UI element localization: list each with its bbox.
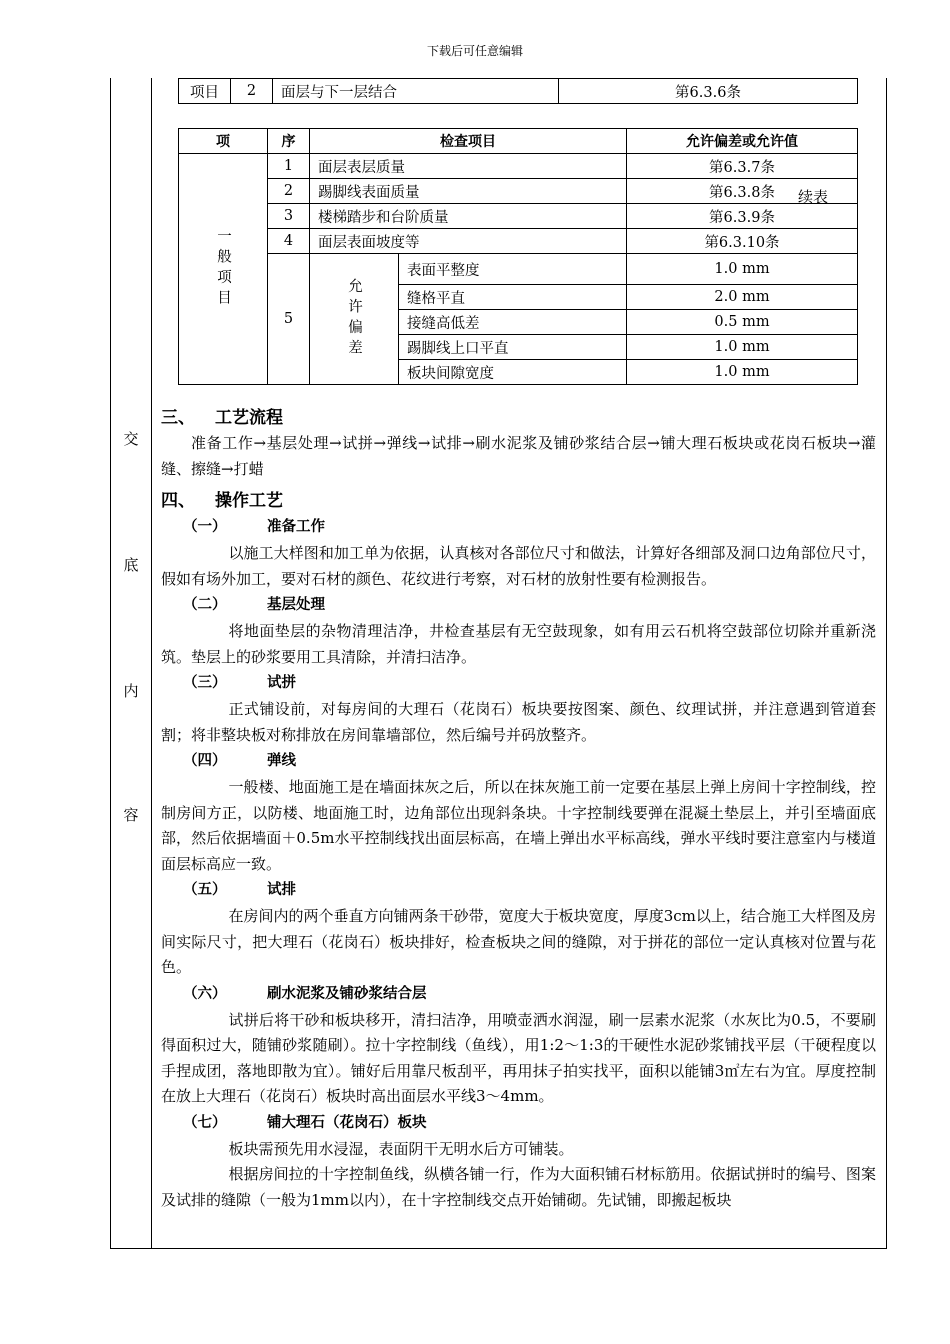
header-category: 项: [179, 129, 268, 154]
paragraph: 根据房间拉的十字控制鱼线，纵横各铺一行，作为大面积铺石材标筋用。依据试拼时的编号、图案及试排的缝隙（一般为1mm以内），在十字控制线交点开始铺砌。先试铺，即搬起板块: [161, 1165, 876, 1209]
section-title: 操作工艺: [215, 491, 283, 511]
cell-item: 楼梯踏步和台阶质量: [310, 204, 627, 229]
paragraph: 在房间内的两个垂直方向铺两条干砂带，宽度大于板块宽度，厚度3cm以上，结合施工大样图及房间实际尺寸，把大理石（花岗石）板块排好，检查板块之间的缝隙，对于拼花的部位一定认真核对位置与花色。: [161, 907, 876, 976]
subsection-title: 试拼: [267, 675, 296, 691]
subsection-heading: [161, 1110, 876, 1137]
cell-item: 面层表面坡度等: [310, 229, 627, 254]
cell-value: 2.0 mm: [627, 285, 858, 310]
continued-label: 续表: [797, 188, 828, 206]
cell-seq: 1: [268, 154, 310, 179]
document-frame: [110, 78, 887, 1249]
paragraph: 一般楼、地面施工是在墙面抹灰之后，所以在抹灰施工前一定要在基层上弹上房间十字控制线，控制房间方正，以防楼、地面施工时，边角部位出现斜条块。十字控制线要弹在混凝土垫层上，并引至墙面底部，然后依据墙面＋0.5m水平控制线找出面层标高，在墙上弹出水平标高线，弹水平线时要注意室内与楼道面层标高应一致。: [161, 778, 876, 873]
subsection-number: （五）: [183, 882, 227, 898]
group-label: 一般项目: [215, 228, 231, 310]
cell-seq: 3: [268, 204, 310, 229]
section-heading: [161, 405, 876, 431]
section-heading: [161, 488, 876, 514]
content-body: [161, 405, 876, 1213]
cell-item: 面层表层质量: [310, 154, 627, 179]
subsection-heading: [161, 981, 876, 1008]
side-label-char: 底: [123, 556, 139, 574]
paragraph: 以施工大样图和加工单为依据，认真核对各部位尺寸和做法，计算好各细部及洞口边角部位尺寸，假如有场外加工，要对石材的颜色、花纹进行考察，对石材的放射性要有检测报告。: [161, 544, 876, 588]
header-seq: 序: [268, 129, 310, 154]
subsection-heading: [161, 514, 876, 541]
paragraph: 正式铺设前，对每房间的大理石（花岗石）板块要按图案、颜色、纹理试拼，并注意遇到管道套割；将非整块板对称排放在房间靠墙部位，然后编号并码放整齐。: [161, 700, 876, 744]
section-number: 三、: [161, 408, 195, 428]
header-item: 检查项目: [310, 129, 627, 154]
subsection-number: （二）: [183, 597, 227, 613]
subsection-number: （七）: [183, 1114, 227, 1131]
page-header: 下载后可任意编辑: [426, 44, 523, 58]
subsection-number: （三）: [183, 675, 227, 691]
subsection-title: 刷水泥浆及铺砂浆结合层: [267, 985, 427, 1002]
subsection-title: 基层处理: [267, 597, 325, 613]
table-header-row: [179, 129, 858, 154]
cell-value: 第6.3.8条: [627, 179, 858, 204]
section-title: 工艺流程: [215, 408, 283, 428]
section-number: 四、: [161, 491, 195, 511]
table-row: [179, 154, 858, 179]
cell-value: 1.0 mm: [627, 360, 858, 385]
cell-category: 项目: [179, 79, 231, 104]
cell-item: 踢脚线上口平直: [399, 335, 627, 360]
subsection-title: 弹线: [267, 753, 296, 769]
table-row: [179, 204, 858, 229]
paragraph: 试拼后将干砂和板块移开，清扫洁净，用喷壶洒水润湿，刷一层素水泥浆（水灰比为0.5，不要刷得面积过大，随铺砂浆随刷）。拉十字控制线（鱼线），用1:2～1:3的干硬性水泥砂浆铺找平层（干硬程度以手捏成团，落地即散为宜）。铺好后用靠尺板刮平，再用抹子拍实找平，面积以能铺3㎡左右为宜。厚度控制在放上大理石（花岗石）板块时高出面层水平线3～4mm。: [161, 1010, 876, 1105]
paragraph: 板块需预先用水浸湿，表面阴干无明水后方可铺装。: [228, 1139, 574, 1158]
cell-item: 缝格平直: [399, 285, 627, 310]
cell-seq: 4: [268, 229, 310, 254]
subsection-title: 铺大理石（花岗石）板块: [267, 1114, 427, 1131]
cell-value: 第6.3.6条: [559, 79, 858, 104]
cell-item: 板块间隙宽度: [399, 360, 627, 385]
inspection-table: [178, 128, 858, 385]
paragraph: 将地面垫层的杂物清理洁净，井检查基层有无空鼓现象，如有用云石机将空鼓部位切除并重新浇筑。垫层上的砂浆要用工具清除，并清扫洁净。: [161, 622, 876, 666]
subsection-title: 准备工作: [267, 519, 325, 535]
tolerance-label-cell: [310, 254, 399, 385]
subsection-heading: [161, 670, 876, 697]
subsection-title: 试排: [267, 882, 296, 898]
cell-item: 接缝高低差: [399, 310, 627, 335]
cell-seq: 2: [231, 79, 273, 104]
cell-item: 踢脚线表面质量: [310, 179, 627, 204]
side-label-char: 内: [123, 682, 139, 700]
cell-value: 第6.3.10条: [627, 229, 858, 254]
cell-value: 0.5 mm: [627, 310, 858, 335]
tolerance-label: 允许偏差: [346, 278, 362, 360]
table-row: [179, 254, 858, 285]
table-row: [179, 229, 858, 254]
side-label-char: 容: [123, 806, 139, 824]
cell-item: 表面平整度: [399, 254, 627, 285]
cell-value: 1.0 mm: [627, 335, 858, 360]
subsection-heading: [161, 592, 876, 619]
header-value: 允许偏差或允许值: [627, 129, 858, 154]
cell-value: 1.0 mm: [627, 254, 858, 285]
paragraph: 准备工作→基层处理→试拼→弹线→试排→刷水泥浆及铺砂浆结合层→铺大理石板块或花岗石板块→灌缝、擦缝→打蜡: [161, 434, 876, 478]
cell-value: 第6.3.7条: [627, 154, 858, 179]
cell-value: 第6.3.9条: [627, 204, 858, 229]
subsection-number: （一）: [183, 519, 227, 535]
side-label-char: 交: [123, 430, 139, 448]
group-label-cell: [179, 154, 268, 385]
cell-seq: 2: [268, 179, 310, 204]
subsection-number: （六）: [183, 985, 227, 1002]
top-table: [178, 78, 858, 104]
table-row: [179, 79, 858, 104]
subsection-heading: [161, 748, 876, 775]
table-row: [179, 179, 858, 204]
subsection-number: （四）: [183, 753, 227, 769]
cell-seq: 5: [268, 254, 310, 385]
cell-item: 面层与下一层结合: [273, 79, 559, 104]
subsection-heading: [161, 877, 876, 904]
side-label-column: [111, 78, 152, 1248]
